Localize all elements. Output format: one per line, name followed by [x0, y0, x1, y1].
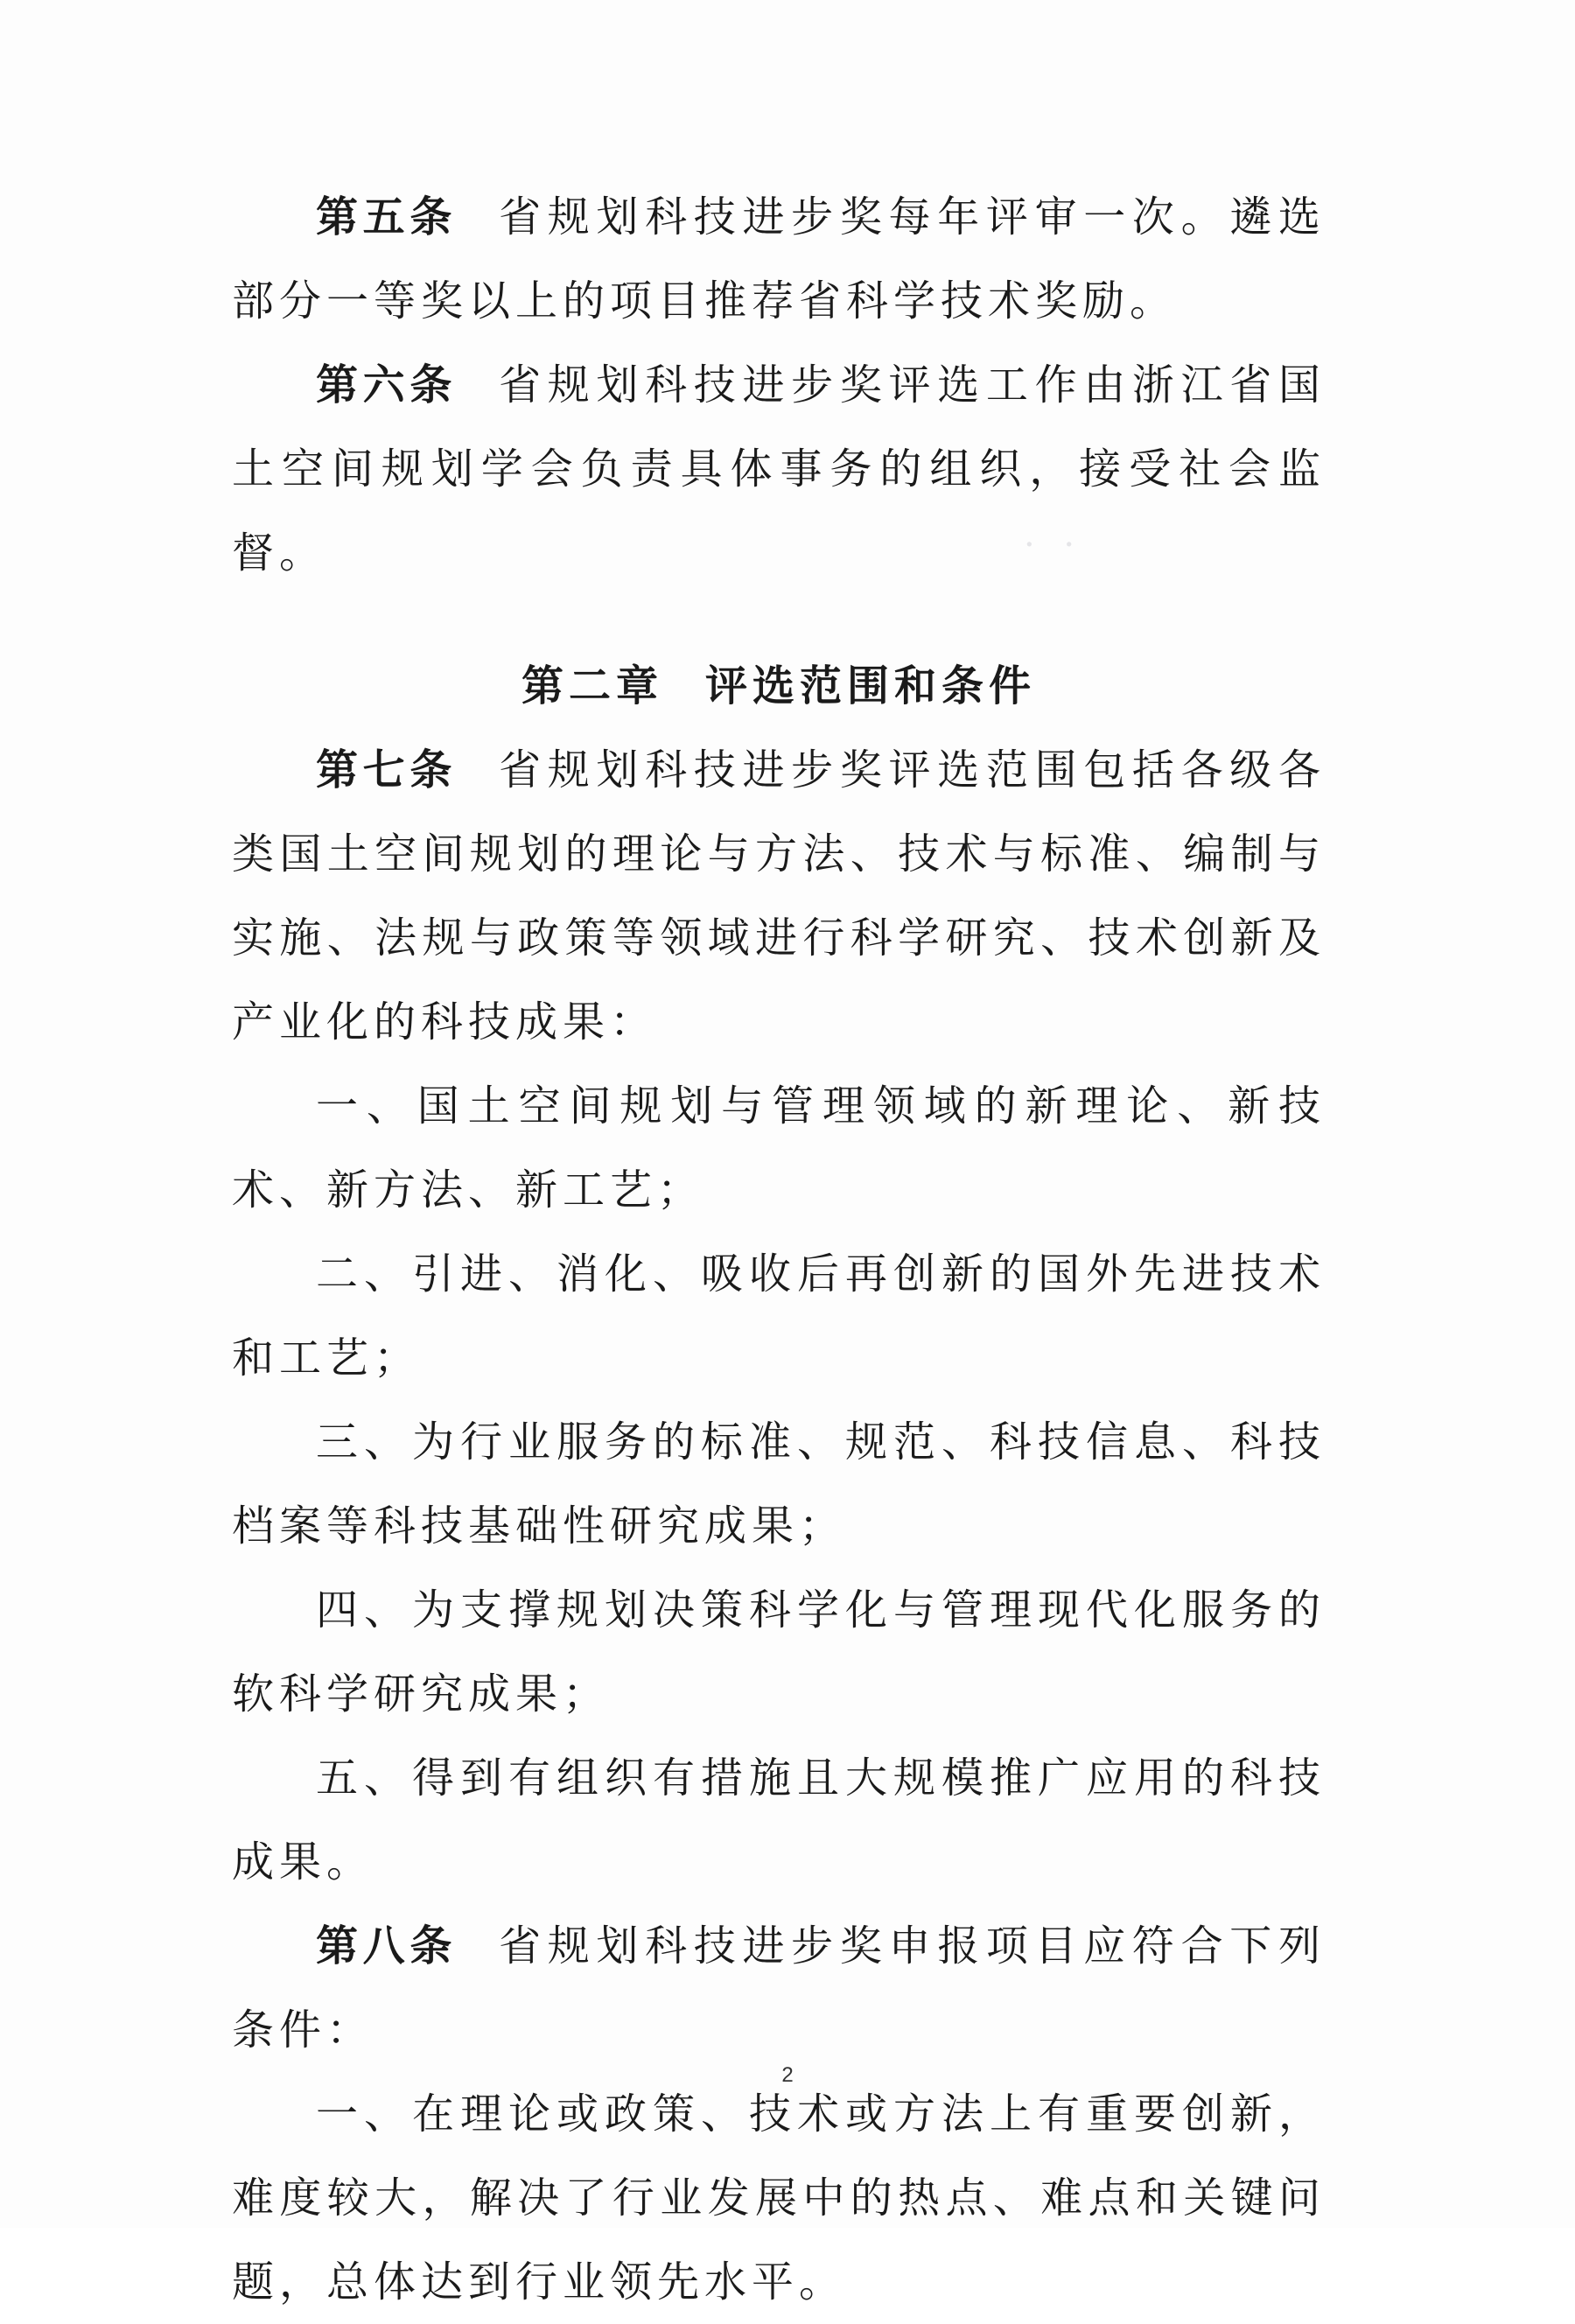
article-7 [232, 728, 1326, 1064]
faint-stamp-mark: · · [1024, 525, 1084, 565]
article-7-item-3: 三、为行业服务的标准、规范、科技信息、科技档案等科技基础性研究成果； [232, 1418, 1326, 1550]
article-7-item-1: 一、国土空间规划与管理领域的新理论、新技术、新方法、新工艺； [232, 1082, 1326, 1214]
article-7-item-4: 四、为支撑规划决策科学化与管理现代化服务的软科学研究成果； [232, 1586, 1326, 1718]
chapter-number: 第二章 [521, 662, 663, 710]
article-8-item-1: 一、在理论或政策、技术或方法上有重要创新，难度较大，解决了行业发展中的热点、难点和关键问题，总体达到行业领先水平。 [232, 2090, 1326, 2306]
article-6-number: 第六条 [316, 360, 458, 410]
article-8-number: 第八条 [316, 1922, 458, 1970]
article-7-item-2: 二、引进、消化、吸收后再创新的国外先进技术和工艺； [232, 1250, 1326, 1382]
article-5-number: 第五条 [316, 192, 458, 242]
article-8-text: 省规划科技进步奖申报项目应符合下列条件： [232, 1922, 1326, 2054]
chapter-title: 评选范围和条件 [705, 662, 1037, 710]
article-7-text: 省规划科技进步奖评选范围包括各级各类国土空间规划的理论与方法、技术与标准、编制与实施、法规与政策等领域进行科学研究、技术创新及产业化的科技成果： [232, 746, 1326, 1046]
article-7-number: 第七条 [316, 746, 458, 794]
page-number: 2 [781, 2063, 794, 2087]
article-6 [232, 343, 1326, 595]
article-5 [232, 175, 1326, 343]
article-5-text: 省规划科技进步奖每年评审一次。遴选部分一等奖以上的项目推荐省科学技术奖励。 [232, 192, 1326, 326]
article-6-text: 省规划科技进步奖评选工作由浙江省国土空间规划学会负责具体事务的组织，接受社会监督。 [232, 360, 1326, 578]
article-8 [232, 1904, 1326, 2072]
article-7-item-5: 五、得到有组织有措施且大规模推广应用的科技成果。 [232, 1754, 1326, 1886]
chapter-heading [232, 595, 1326, 728]
document-body [232, 175, 1326, 2324]
